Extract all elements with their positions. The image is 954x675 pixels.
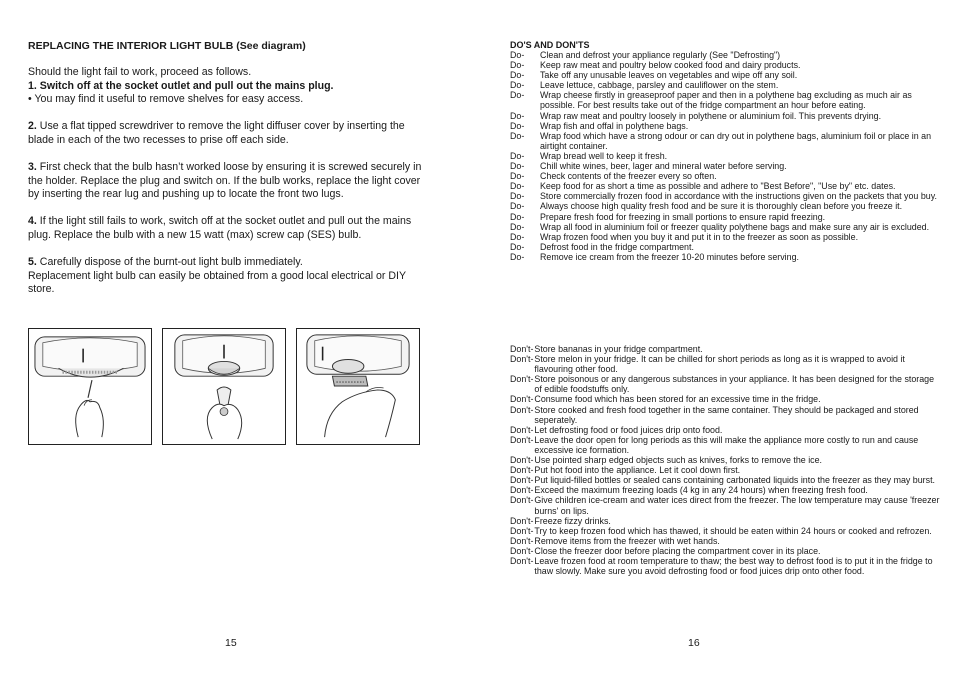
donts-list xyxy=(510,344,940,576)
dont-item-text: Store cooked and fresh food together in the same container. They should be packaged and stored seperately. xyxy=(534,404,919,425)
dont-item xyxy=(510,516,940,526)
do-item-prefix: Do- xyxy=(510,211,525,222)
do-item xyxy=(510,252,940,262)
do-item-prefix: Do- xyxy=(510,60,525,71)
do-item-text: Store commercially frozen food in accordance with the instructions given on the packets that you buy. xyxy=(540,191,937,202)
dont-item-text: Store bananas in your fridge compartment. xyxy=(534,344,703,354)
do-item-prefix: Do- xyxy=(510,110,525,121)
do-item-prefix: Do- xyxy=(510,50,525,60)
section-heading: REPLACING THE INTERIOR LIGHT BULB (See diagram) xyxy=(28,40,306,52)
page-number-16: 16 xyxy=(688,637,700,649)
do-item xyxy=(510,70,940,80)
dont-item-text: Leave the door open for long periods as this will make the appliance more costly to run and cause excessive ice formation. xyxy=(534,434,919,455)
dont-item-prefix: Don't- xyxy=(510,354,534,365)
do-item-prefix: Do- xyxy=(510,231,525,242)
right-page xyxy=(477,0,954,675)
dont-item-text: Leave frozen food at room temperature to thaw; the best way to defrost food is to put it in the fridge to thaw slowly. Make sure you avoid defrosting food or food juices drip onto other food. xyxy=(534,555,933,577)
dont-item-prefix: Don't- xyxy=(510,545,534,556)
dont-item xyxy=(510,354,940,374)
dont-item xyxy=(510,394,940,404)
figure-3-drawing xyxy=(297,329,419,444)
do-item xyxy=(510,111,940,121)
dont-item-prefix: Don't- xyxy=(510,344,534,354)
do-item-prefix: Do- xyxy=(510,120,525,131)
bulb-replacement-diagram xyxy=(28,328,400,445)
do-item xyxy=(510,151,940,161)
do-item-text: Prepare fresh food for freezing in small portions to ensure rapid freezing. xyxy=(540,211,826,222)
dont-item-text: Put liquid-filled bottles or sealed cans containing carbonated liquids into the freezer as they may burst. xyxy=(534,475,935,486)
screwdriver-prise-cover-icon xyxy=(28,328,152,445)
do-item-text: Chill white wines, beer, lager and mineral water before serving. xyxy=(540,161,787,172)
figure-1-drawing xyxy=(29,329,151,444)
dont-item-text: Try to keep frozen food which has thawed, it should be eaten within 24 hours or cooked and refrozen. xyxy=(534,525,932,536)
dos-and-donts-heading: DO'S AND DON'TS xyxy=(510,40,590,50)
do-item-prefix: Do- xyxy=(510,241,525,252)
dont-item-text: Put hot food into the appliance. Let it cool down first. xyxy=(534,465,741,476)
do-item-prefix: Do- xyxy=(510,181,525,192)
dont-item xyxy=(510,485,940,495)
do-item-prefix: Do- xyxy=(510,221,525,232)
do-item xyxy=(510,191,940,201)
dont-item xyxy=(510,405,940,425)
do-item xyxy=(510,232,940,242)
do-item-prefix: Do- xyxy=(510,161,525,172)
do-item xyxy=(510,242,940,252)
do-item xyxy=(510,161,940,171)
do-item xyxy=(510,121,940,131)
do-item-text: Defrost food in the fridge compartment. xyxy=(540,241,694,252)
do-item xyxy=(510,60,940,70)
do-item-text: Leave lettuce, cabbage, parsley and cauliflower on the stem. xyxy=(540,80,779,91)
do-item xyxy=(510,80,940,90)
dont-item-prefix: Don't- xyxy=(510,434,534,445)
step-4: 4. If the light still fails to work, switch off at the socket outlet and pull out the mains plug. Replace the bulb with a new 15 watt (max) screw cap (SES) bulb. xyxy=(28,215,412,241)
dont-item-prefix: Don't- xyxy=(510,455,534,466)
dont-item-text: Exceed the maximum freezing loads (4 kg in any 24 hours) when freezing fresh food. xyxy=(534,485,868,496)
step-3: 3. First check that the bulb hasn’t worked loose by ensuring it is screwed securely in the holder. Replace the plug and switch on. If the bulb works, replace the light cover by inserting the rear lug and pushing up to locate the front two lugs. xyxy=(28,161,422,201)
page-number-15: 15 xyxy=(225,637,237,649)
dont-item xyxy=(510,526,940,536)
do-item-prefix: Do- xyxy=(510,201,525,212)
do-item xyxy=(510,212,940,222)
do-item xyxy=(510,181,940,191)
do-item-text: Wrap raw meat and poultry loosely in polythene or aluminium foil. This prevents drying. xyxy=(540,110,882,121)
dont-item xyxy=(510,374,940,394)
tip-text: • You may find it useful to remove shelves for easy access. xyxy=(28,93,304,106)
do-item-prefix: Do- xyxy=(510,150,525,161)
dont-item xyxy=(510,435,940,455)
dont-item-text: Consume food which has been stored for an excessive time in the fridge. xyxy=(534,394,821,405)
dont-item-prefix: Don't- xyxy=(510,535,534,546)
dont-item-text: Store melon in your fridge. It can be chilled for short periods as long as it is wrapped to avoid it flavouring other food. xyxy=(534,354,905,375)
do-item-text: Wrap food which have a strong odour or can dry out in polythene bags, aluminium foil or place in an airtight container. xyxy=(540,130,932,151)
do-item-text: Always choose high quality fresh food and be sure it is thoroughly clean before you freeze it. xyxy=(540,201,903,212)
dont-item-prefix: Don't- xyxy=(510,495,534,506)
dont-item xyxy=(510,425,940,435)
intro-text: Should the light fail to work, proceed as follows. xyxy=(28,66,252,78)
figure-2-drawing xyxy=(163,329,285,444)
do-item-text: Wrap bread well to keep it fresh. xyxy=(540,150,668,161)
do-item-text: Keep food for as short a time as possible and adhere to "Best Before", "Use by" etc. dates. xyxy=(540,181,896,192)
step-2: 2. Use a flat tipped screwdriver to remove the light diffuser cover by inserting the blade in each of the two recesses to prise off each side. xyxy=(28,120,405,146)
do-item-text: Wrap cheese firstly in greaseproof paper and then in a polythene bag excluding as much air as possible. For best results take out of the fridge compartment an hour before eating. xyxy=(540,90,912,111)
do-item-prefix: Do- xyxy=(510,191,525,202)
do-item-text: Keep raw meat and poultry below cooked food and dairy products. xyxy=(540,60,801,71)
do-item-prefix: Do- xyxy=(510,130,525,141)
dont-item-text: Freeze fizzy drinks. xyxy=(534,515,611,526)
dont-item-text: Let defrosting food or food juices drip onto food. xyxy=(534,424,723,435)
do-item-text: Wrap fish and offal in polythene bags. xyxy=(540,120,689,131)
dont-item-prefix: Don't- xyxy=(510,525,534,536)
do-item-prefix: Do- xyxy=(510,251,525,262)
dont-item-prefix: Don't- xyxy=(510,394,534,405)
do-item-text: Wrap frozen food when you buy it and put it in to the freezer as soon as possible. xyxy=(540,231,859,242)
dont-item-prefix: Don't- xyxy=(510,404,534,415)
do-item-text: Clean and defrost your appliance regularly (See "Defrosting") xyxy=(540,50,781,60)
do-item xyxy=(510,131,940,151)
do-item xyxy=(510,50,940,60)
do-item-text: Wrap all food in aluminium foil or freezer quality polythene bags and make sure any air is excluded. xyxy=(540,221,930,232)
do-item-prefix: Do- xyxy=(510,80,525,91)
dont-item-text: Give children ice-cream and water ices direct from the freezer. The low temperature may cause 'freezer burns' on lips. xyxy=(534,495,940,516)
do-item xyxy=(510,222,940,232)
dont-item-text: Remove items from the freezer with wet hands. xyxy=(534,535,720,546)
do-item xyxy=(510,201,940,211)
dont-item-text: Store poisonous or any dangerous substances in your appliance. It has been designed for the storage of edible foodstuffs only. xyxy=(534,374,935,395)
dont-item-text: Close the freezer door before placing the compartment cover in its place. xyxy=(534,545,821,556)
dont-item xyxy=(510,536,940,546)
do-item-prefix: Do- xyxy=(510,70,525,81)
do-item xyxy=(510,171,940,181)
replacement-note: Replacement light bulb can easily be obtained from a good local electrical or DIY store. xyxy=(28,269,406,296)
refit-cover-icon xyxy=(296,328,420,445)
do-item xyxy=(510,90,940,110)
dont-item xyxy=(510,475,940,485)
dont-item-text: Use pointed sharp edged objects such as knives, forks to remove the ice. xyxy=(534,455,823,466)
dont-item-prefix: Don't- xyxy=(510,424,534,435)
do-item-text: Check contents of the freezer every so often. xyxy=(540,171,717,182)
do-item-prefix: Do- xyxy=(510,90,525,101)
dont-item-prefix: Don't- xyxy=(510,515,534,526)
dont-item-prefix: Don't- xyxy=(510,485,534,496)
dont-item xyxy=(510,556,940,576)
dont-item xyxy=(510,495,940,515)
dont-item xyxy=(510,455,940,465)
do-item-text: Remove ice cream from the freezer 10-20 minutes before serving. xyxy=(540,251,799,262)
step-5: 5. Carefully dispose of the burnt-out light bulb immediately. Replacement light bulb can easily be obtained from a good local electrical or DIY store. xyxy=(28,256,406,296)
intro-paragraph xyxy=(28,66,423,107)
do-item-prefix: Do- xyxy=(510,171,525,182)
dont-item xyxy=(510,546,940,556)
dont-item-prefix: Don't- xyxy=(510,465,534,476)
dont-item-prefix: Don't- xyxy=(510,374,534,385)
dont-item-prefix: Don't- xyxy=(510,475,534,486)
dont-item-prefix: Don't- xyxy=(510,555,534,566)
dont-item xyxy=(510,344,940,354)
dont-item xyxy=(510,465,940,475)
do-item-text: Take off any unusable leaves on vegetables and wipe off any soil. xyxy=(540,70,798,81)
unscrew-bulb-icon xyxy=(162,328,286,445)
step-1: 1. Switch off at the socket outlet and pull out the mains plug. xyxy=(28,79,334,92)
dos-list xyxy=(510,50,940,262)
